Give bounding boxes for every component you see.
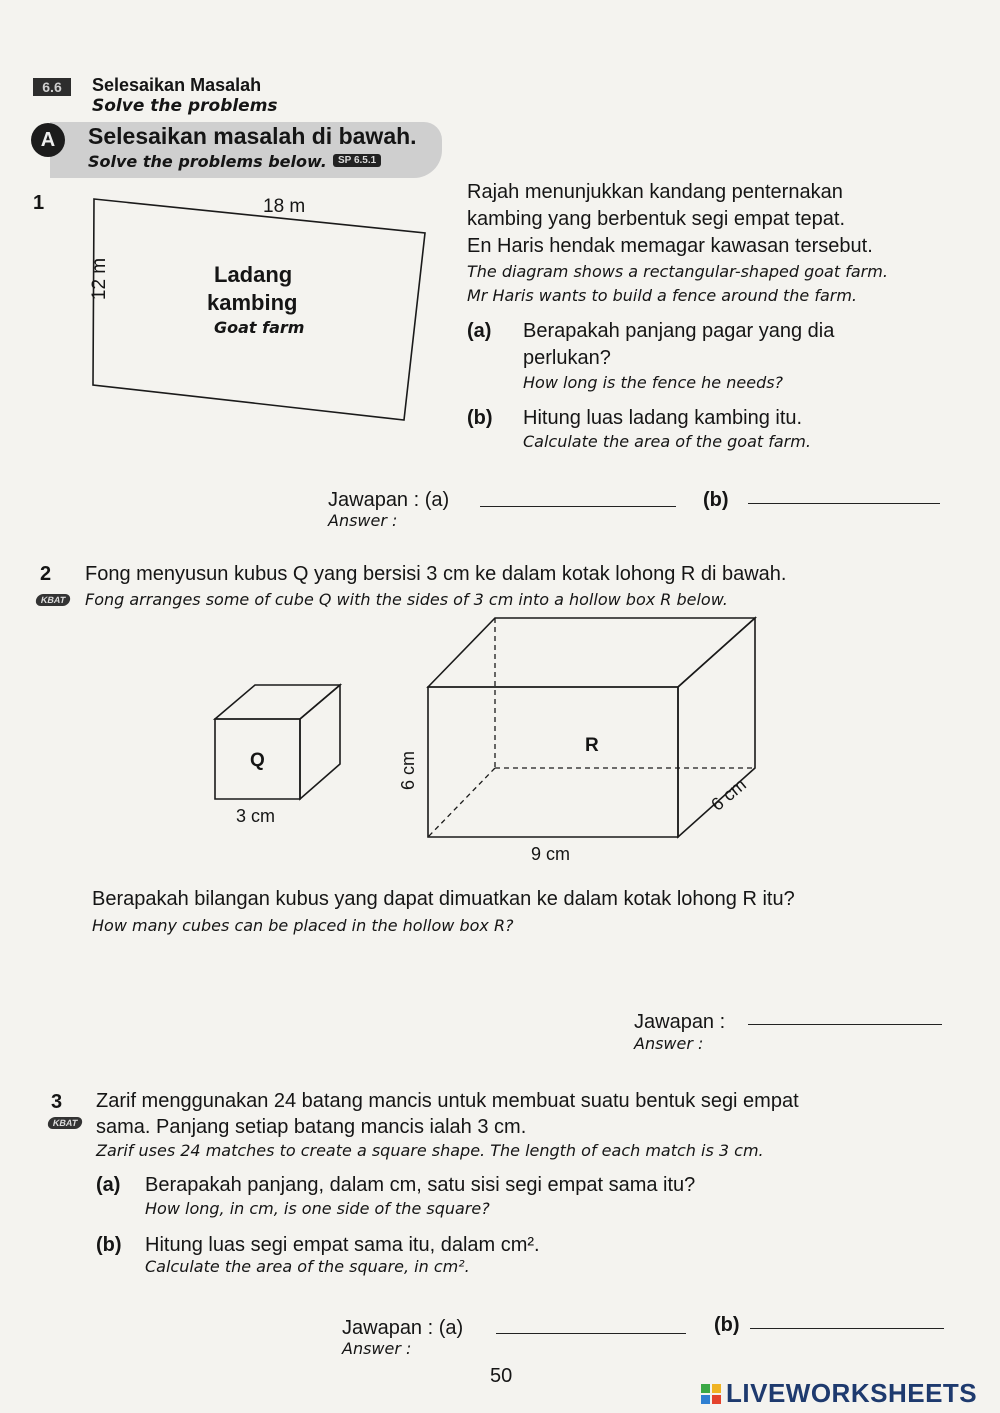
sp-tag: SP 6.5.1: [333, 154, 381, 167]
q2-kbat-badge: KBAT: [35, 594, 72, 606]
box-r-depth-label: 6 cm: [707, 774, 750, 815]
cubes-diagram: [210, 612, 770, 852]
q3b-text-en: Calculate the area of the square, in cm².: [145, 1257, 470, 1276]
farm-name-line1: Ladang: [214, 262, 293, 287]
q1-answer-label-en: Answer :: [328, 511, 398, 530]
part-label: A: [31, 123, 65, 157]
q1b-text: Hitung luas ladang kambing itu.: [523, 407, 803, 429]
box-r-figure: [428, 618, 755, 837]
section-title: Selesaikan Masalah: [92, 75, 262, 95]
q1a-label: (a): [467, 320, 492, 342]
q2-question-en: How many cubes can be placed in the hollow box R?: [92, 916, 514, 935]
part-title: Selesaikan masalah di bawah.: [88, 123, 417, 149]
q3a-label: (a): [96, 1174, 121, 1196]
q3b-answer-field[interactable]: [750, 1328, 944, 1329]
part-subtitle: Solve the problems below.: [88, 152, 327, 171]
q3a-text-en: How long, in cm, is one side of the square?: [145, 1199, 490, 1218]
q3-answer-label: Jawapan : (a): [342, 1317, 464, 1339]
q1b-label: (b): [467, 407, 493, 429]
box-r-height-label: 6 cm: [398, 750, 419, 791]
q3-text-line2: sama. Panjang setiap batang mancis ialah 3 cm.: [96, 1116, 527, 1138]
q1a-answer-field[interactable]: [480, 506, 676, 507]
q2-question: Berapakah bilangan kubus yang dapat dimuatkan ke dalam kotak lohong R itu?: [92, 888, 795, 910]
q1-text-line2: kambing yang berbentuk segi empat tepat.: [467, 208, 846, 230]
q2-text-en: Fong arranges some of cube Q with the sides of 3 cm into a hollow box R below.: [85, 590, 728, 609]
q3-text-en: Zarif uses 24 matches to create a square shape. The length of each match is 3 cm.: [96, 1141, 764, 1160]
q2-text: Fong menyusun kubus Q yang bersisi 3 cm ke dalam kotak lohong R di bawah.: [85, 563, 787, 585]
brand-name[interactable]: LIVEWORKSHEETS: [726, 1378, 978, 1408]
q1-text-en-line2: Mr Haris wants to build a fence around the farm.: [467, 286, 858, 305]
q1-text-line1: Rajah menunjukkan kandang penternakan: [467, 181, 843, 203]
farm-name-line2: kambing: [207, 290, 298, 315]
farm-length-label: 18 m: [263, 196, 306, 217]
q3a-answer-field[interactable]: [496, 1333, 686, 1334]
q3b-label: (b): [96, 1234, 122, 1256]
q1a-text-en: How long is the fence he needs?: [523, 373, 784, 392]
cube-q-label: Q: [250, 750, 265, 771]
q1a-text-line1: Berapakah panjang pagar yang dia: [523, 320, 835, 342]
box-r-label: R: [585, 735, 599, 756]
farm-width-label: 12 m: [89, 257, 111, 301]
liveworksheets-logo-icon: [700, 1383, 722, 1405]
q1-number: 1: [33, 192, 45, 214]
q3-number: 3: [51, 1091, 63, 1113]
q3b-answer-label: (b): [714, 1314, 740, 1336]
q2-answer-label-en: Answer :: [634, 1034, 704, 1053]
section-number-badge: 6.6: [33, 78, 71, 96]
q2-number: 2: [40, 563, 52, 585]
q1a-text-line2: perlukan?: [523, 347, 611, 369]
q1-text-en-line1: The diagram shows a rectangular-shaped goat farm.: [467, 262, 888, 281]
cube-q-figure: [215, 685, 340, 799]
cube-q-side-label: 3 cm: [236, 806, 276, 826]
farm-name-en: Goat farm: [214, 318, 305, 337]
q1-answer-label: Jawapan : (a): [328, 489, 450, 511]
section-subtitle: Solve the problems: [92, 96, 278, 116]
q3a-text: Berapakah panjang, dalam cm, satu sisi segi empat sama itu?: [145, 1174, 696, 1196]
q2-answer-label: Jawapan :: [634, 1011, 726, 1033]
q1b-answer-label: (b): [703, 489, 729, 511]
q1b-text-en: Calculate the area of the goat farm.: [523, 432, 811, 451]
q3-answer-label-en: Answer :: [342, 1339, 412, 1358]
q3-kbat-badge: KBAT: [47, 1117, 84, 1129]
box-r-length-label: 9 cm: [531, 844, 571, 864]
page-number: 50: [490, 1365, 513, 1387]
q3b-text: Hitung luas segi empat sama itu, dalam cm².: [145, 1234, 540, 1256]
q2-answer-field[interactable]: [748, 1024, 942, 1025]
q3-text-line1: Zarif menggunakan 24 batang mancis untuk membuat suatu bentuk segi empat: [96, 1090, 799, 1112]
q1b-answer-field[interactable]: [748, 503, 940, 504]
q1-text-line3: En Haris hendak memagar kawasan tersebut.: [467, 235, 873, 257]
